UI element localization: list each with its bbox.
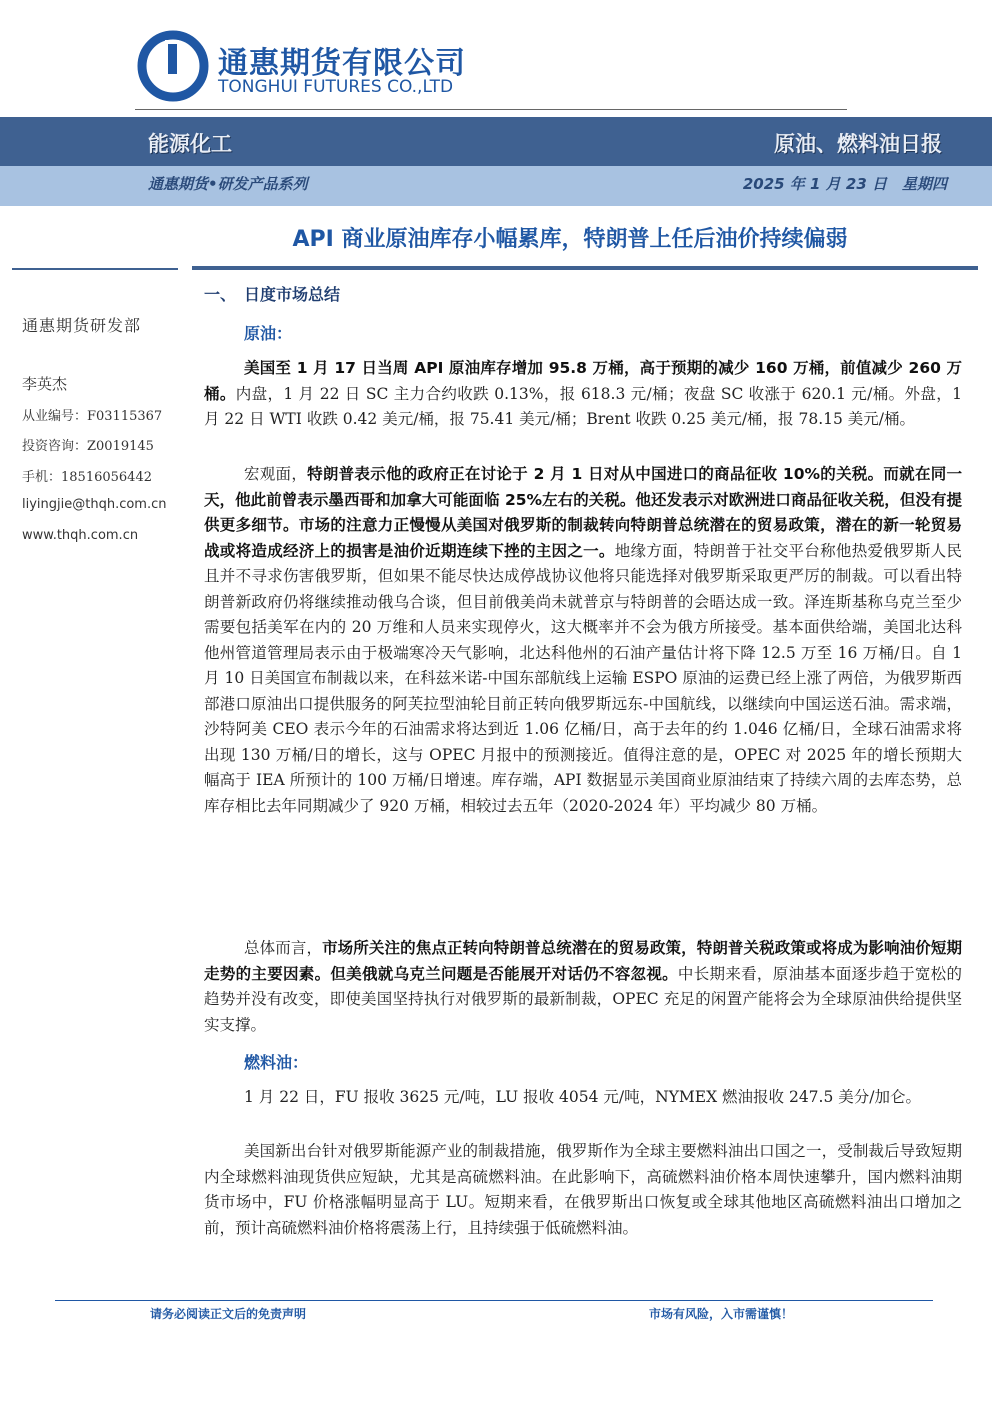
crude-paragraph-1 [204,356,962,433]
analyst-name: 李英杰 [22,375,68,393]
phone-number: 手机：18516056442 [22,470,152,485]
company-name-cn: 通惠期货有限公司 [218,46,466,81]
crude-paragraph-2 [204,462,962,819]
crude-p3-text: 中长期来看，原油基本面逐步趋于宽松的趋势并没有改变，即使美国坚持执行对俄罗斯的最新制裁，OPEC 充足的闲置产能将会为全球原油供给提供坚实支撑。 [204,964,962,1034]
report-date: 2025 年 1 月 23 日 星期四 [742,175,947,193]
crude-p3-lead: 总体而言， [244,939,323,957]
risk-note: 市场有风险，入市需谨慎！ [649,1307,794,1321]
website-link[interactable]: www.thqh.com.cn [22,528,139,543]
section-title: 一、 日度市场总结 [204,285,341,304]
company-name-en: TONGHUI FUTURES CO.,LTD [218,77,454,97]
email-link[interactable]: liyingjie@thqh.com.cn [22,497,167,512]
license-number: 从业编号：F03115367 [22,409,163,424]
fuel-paragraph-2: 美国新出台针对俄罗斯能源产业的制裁措施，俄罗斯作为全球主要燃料油出口国之一，受制裁后导致短期内全球燃料油现货供应短缺，尤其是高硫燃料油。在此影响下，高硫燃料油价格本周快速攀升，国内燃料油期货市场中，FU 价格涨幅明显高于 LU。短期来看，在俄罗斯出口恢复或全球其他地区高硫燃料油出口增加之前，预计高硫燃料油价格将震荡上行，且持续强于低硫燃料油。 [204,1142,962,1237]
fuel-paragraph-1: 1 月 22 日，FU 报收 3625 元/吨，LU 报收 4054 元/吨，NYMEX 燃油报收 247.5 美分/加仑。 [244,1088,921,1106]
series-label: 通惠期货•研发产品系列 [148,175,308,193]
advisory-number: 投资咨询：Z0019145 [22,439,154,454]
footer-divider [55,1300,933,1301]
header-divider [135,109,847,110]
crude-p2-lead: 宏观面， [244,465,308,483]
crude-p1-text: 内盘，1 月 22 日 SC 主力合约收跌 0.13%，报 618.3 元/桶；夜盘 SC 收涨于 620.1 元/桶。外盘，1 月 22 日 WTI 收跌 0.42 美元/桶，报 75.41 美元/桶；Brent 收跌 0.25 美元/桶，报 78.15 美元/桶。 [204,384,962,428]
crude-p3-highlight: 市场所关注的焦点正转向特朗普总统潜在的贸易政策，特朗普关税政策或将成为影响油价短期走势的主要因素。但美俄就乌克兰问题是否能展开对话仍不容忽视。 [204,939,962,983]
company-logo-icon [137,30,209,102]
headline: API 商业原油库存小幅累库，特朗普上任后油价持续偏弱 [292,227,848,252]
sidebar-rule [12,268,178,270]
disclaimer-note: 请务必阅读正文后的免责声明 [150,1307,307,1321]
crude-p2-highlight: 特朗普表示他的政府正在讨论于 2 月 1 日对从中国进口的商品征收 10%的关税。而就在同一天，他此前曾表示墨西哥和加拿大可能面临 25%左右的关税。他还发表示对欧洲进口商品征收关税，但没有提供更多细节。市场的注意力正慢慢从美国对俄罗斯的制裁转向特朗普总统潜在的贸易政策，潜在的新一轮贸易战或将造成经济上的损害是油价近期连续下挫的主因之一。 [204,465,962,560]
crude-p2-text: 地缘方面，特朗普于社交平台称他热爱俄罗斯人民且并不寻求伤害俄罗斯，但如果不能尽快达成停战协议他将只能选择对俄罗斯采取更严厉的制裁。可以看出特朗普新政府仍将继续推动俄乌合谈，但目前俄美尚未就普京与特朗普的会晤达成一致。泽连斯基称乌克兰至少需要包括美军在内的 20 万维和人员来实现停火，这大概率并不会为俄方所接受。基本面供给端，美国北达科他州管道管理局表示由于极端寒冷天气影响，北达科他州的石油产量估计将下降 12.5 万至 16 万桶/日。自 1 月 10 日美国宣布制裁以来，在科兹米诺-中国东部航线上运输 ESPO 原油的运费已经上涨了两倍，为俄罗斯西部港口原油出口提供服务的阿芙拉型油轮目前正转向俄罗斯远东-中国航线，以继续向中国运送石油。需求端，沙特阿美 CEO 表示今年的石油需求将达到近 1.06 亿桶/日，高于去年的约 1.046 亿桶/日，全球石油需求将出现 130 万桶/日的增长，这与 OPEC 月报中的预测接近。值得注意的是，OPEC 对 2025 年的增长预期大幅高于 IEA 所预计的 100 万桶/日增速。库存端，API 数据显示美国商业原油结束了持续六周的去库态势，总库存相比去年同期减少了 920 万桶，相较过去五年（2020-2024 年）平均减少 80 万桶。 [204,541,962,815]
crude-paragraph-3 [204,936,962,1038]
headline-rule [192,266,978,270]
department: 通惠期货研发部 [22,316,142,335]
crude-p1-highlight: 美国至 1 月 17 日当周 API 原油库存增加 95.8 万桶，高于预期的减少 160 万桶，前值减少 260 万桶。 [204,359,962,403]
fuel-subtitle: 燃料油： [244,1053,309,1072]
sector-label: 能源化工 [148,132,232,156]
crude-subtitle: 原油： [244,324,293,343]
report-title: 原油、燃料油日报 [774,132,942,156]
